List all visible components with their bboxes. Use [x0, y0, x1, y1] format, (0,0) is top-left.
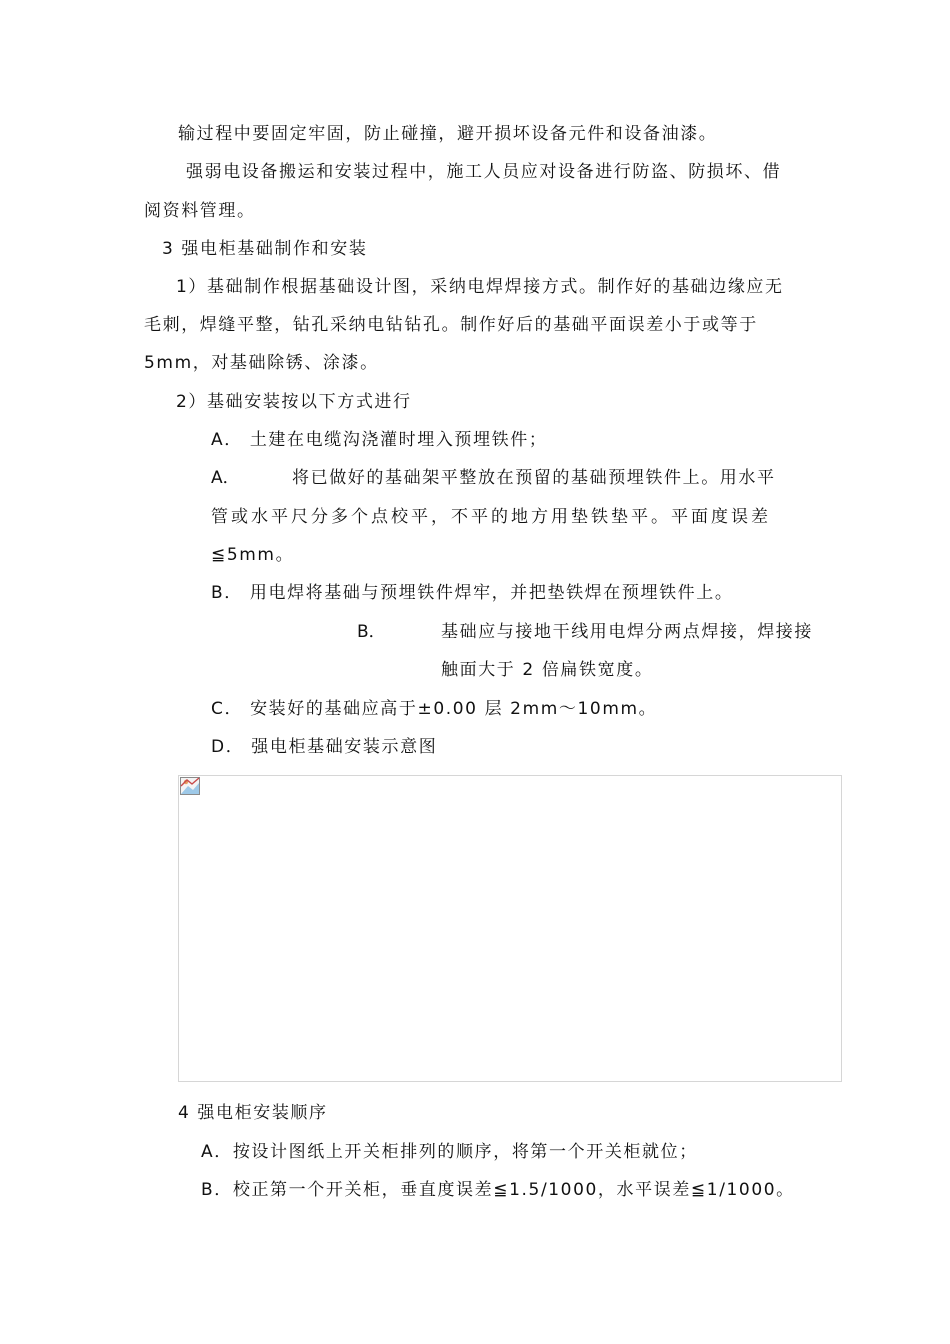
- list-item-continued: ≦5mm。: [211, 545, 295, 565]
- paragraph-line: 5mm，对基础除锈、涂漆。: [144, 353, 379, 373]
- list-item-continued: 管或水平尺分多个点校平，不平的地方用垫铁垫平。平面度误差: [211, 507, 771, 527]
- list-marker: B．: [357, 622, 386, 642]
- list-item: B． 用电焊将基础与预埋铁件焊牢，并把垫铁焊在预埋铁件上。: [211, 583, 734, 603]
- section-heading: 3 强电柜基础制作和安装: [162, 239, 368, 259]
- list-item-continued: 触面大于 2 倍扁铁宽度。: [441, 660, 654, 680]
- list-marker: A．: [211, 468, 240, 488]
- paragraph-line: 2）基础安装按以下方式进行: [176, 392, 412, 412]
- paragraph-line: 输过程中要固定牢固，防止碰撞，避开损坏设备元件和设备油漆。: [178, 124, 718, 144]
- section-heading: 4 强电柜安装顺序: [178, 1103, 328, 1123]
- paragraph-line: 阅资料管理。: [144, 201, 256, 221]
- list-item: A． 土建在电缆沟浇灌时埋入预埋铁件；: [211, 430, 548, 450]
- broken-image-icon: [180, 777, 200, 795]
- list-item: 基础应与接地干线用电焊分两点焊接，焊接接: [441, 622, 813, 642]
- paragraph-line: 1）基础制作根据基础设计图，采纳电焊焊接方式。制作好的基础边缘应无: [176, 277, 784, 297]
- list-item: D． 强电柜基础安装示意图: [211, 737, 438, 757]
- diagram-image-placeholder: [178, 775, 842, 1082]
- list-item: 将已做好的基础架平整放在预留的基础预埋铁件上。用水平: [292, 468, 776, 488]
- paragraph-line: 毛刺，焊缝平整，钻孔采纳电钻钻孔。制作好后的基础平面误差小于或等于: [144, 315, 758, 335]
- paragraph-line: 强弱电设备搬运和安装过程中，施工人员应对设备进行防盗、防损坏、借: [186, 162, 782, 182]
- list-item: A．按设计图纸上开关柜排列的顺序，将第一个开关柜就位；: [201, 1142, 698, 1162]
- list-item: B．校正第一个开关柜，垂直度误差≦1.5/1000，水平误差≦1/1000。: [201, 1180, 795, 1200]
- list-item: C． 安装好的基础应高于±0.00 层 2mm～10mm。: [211, 699, 658, 719]
